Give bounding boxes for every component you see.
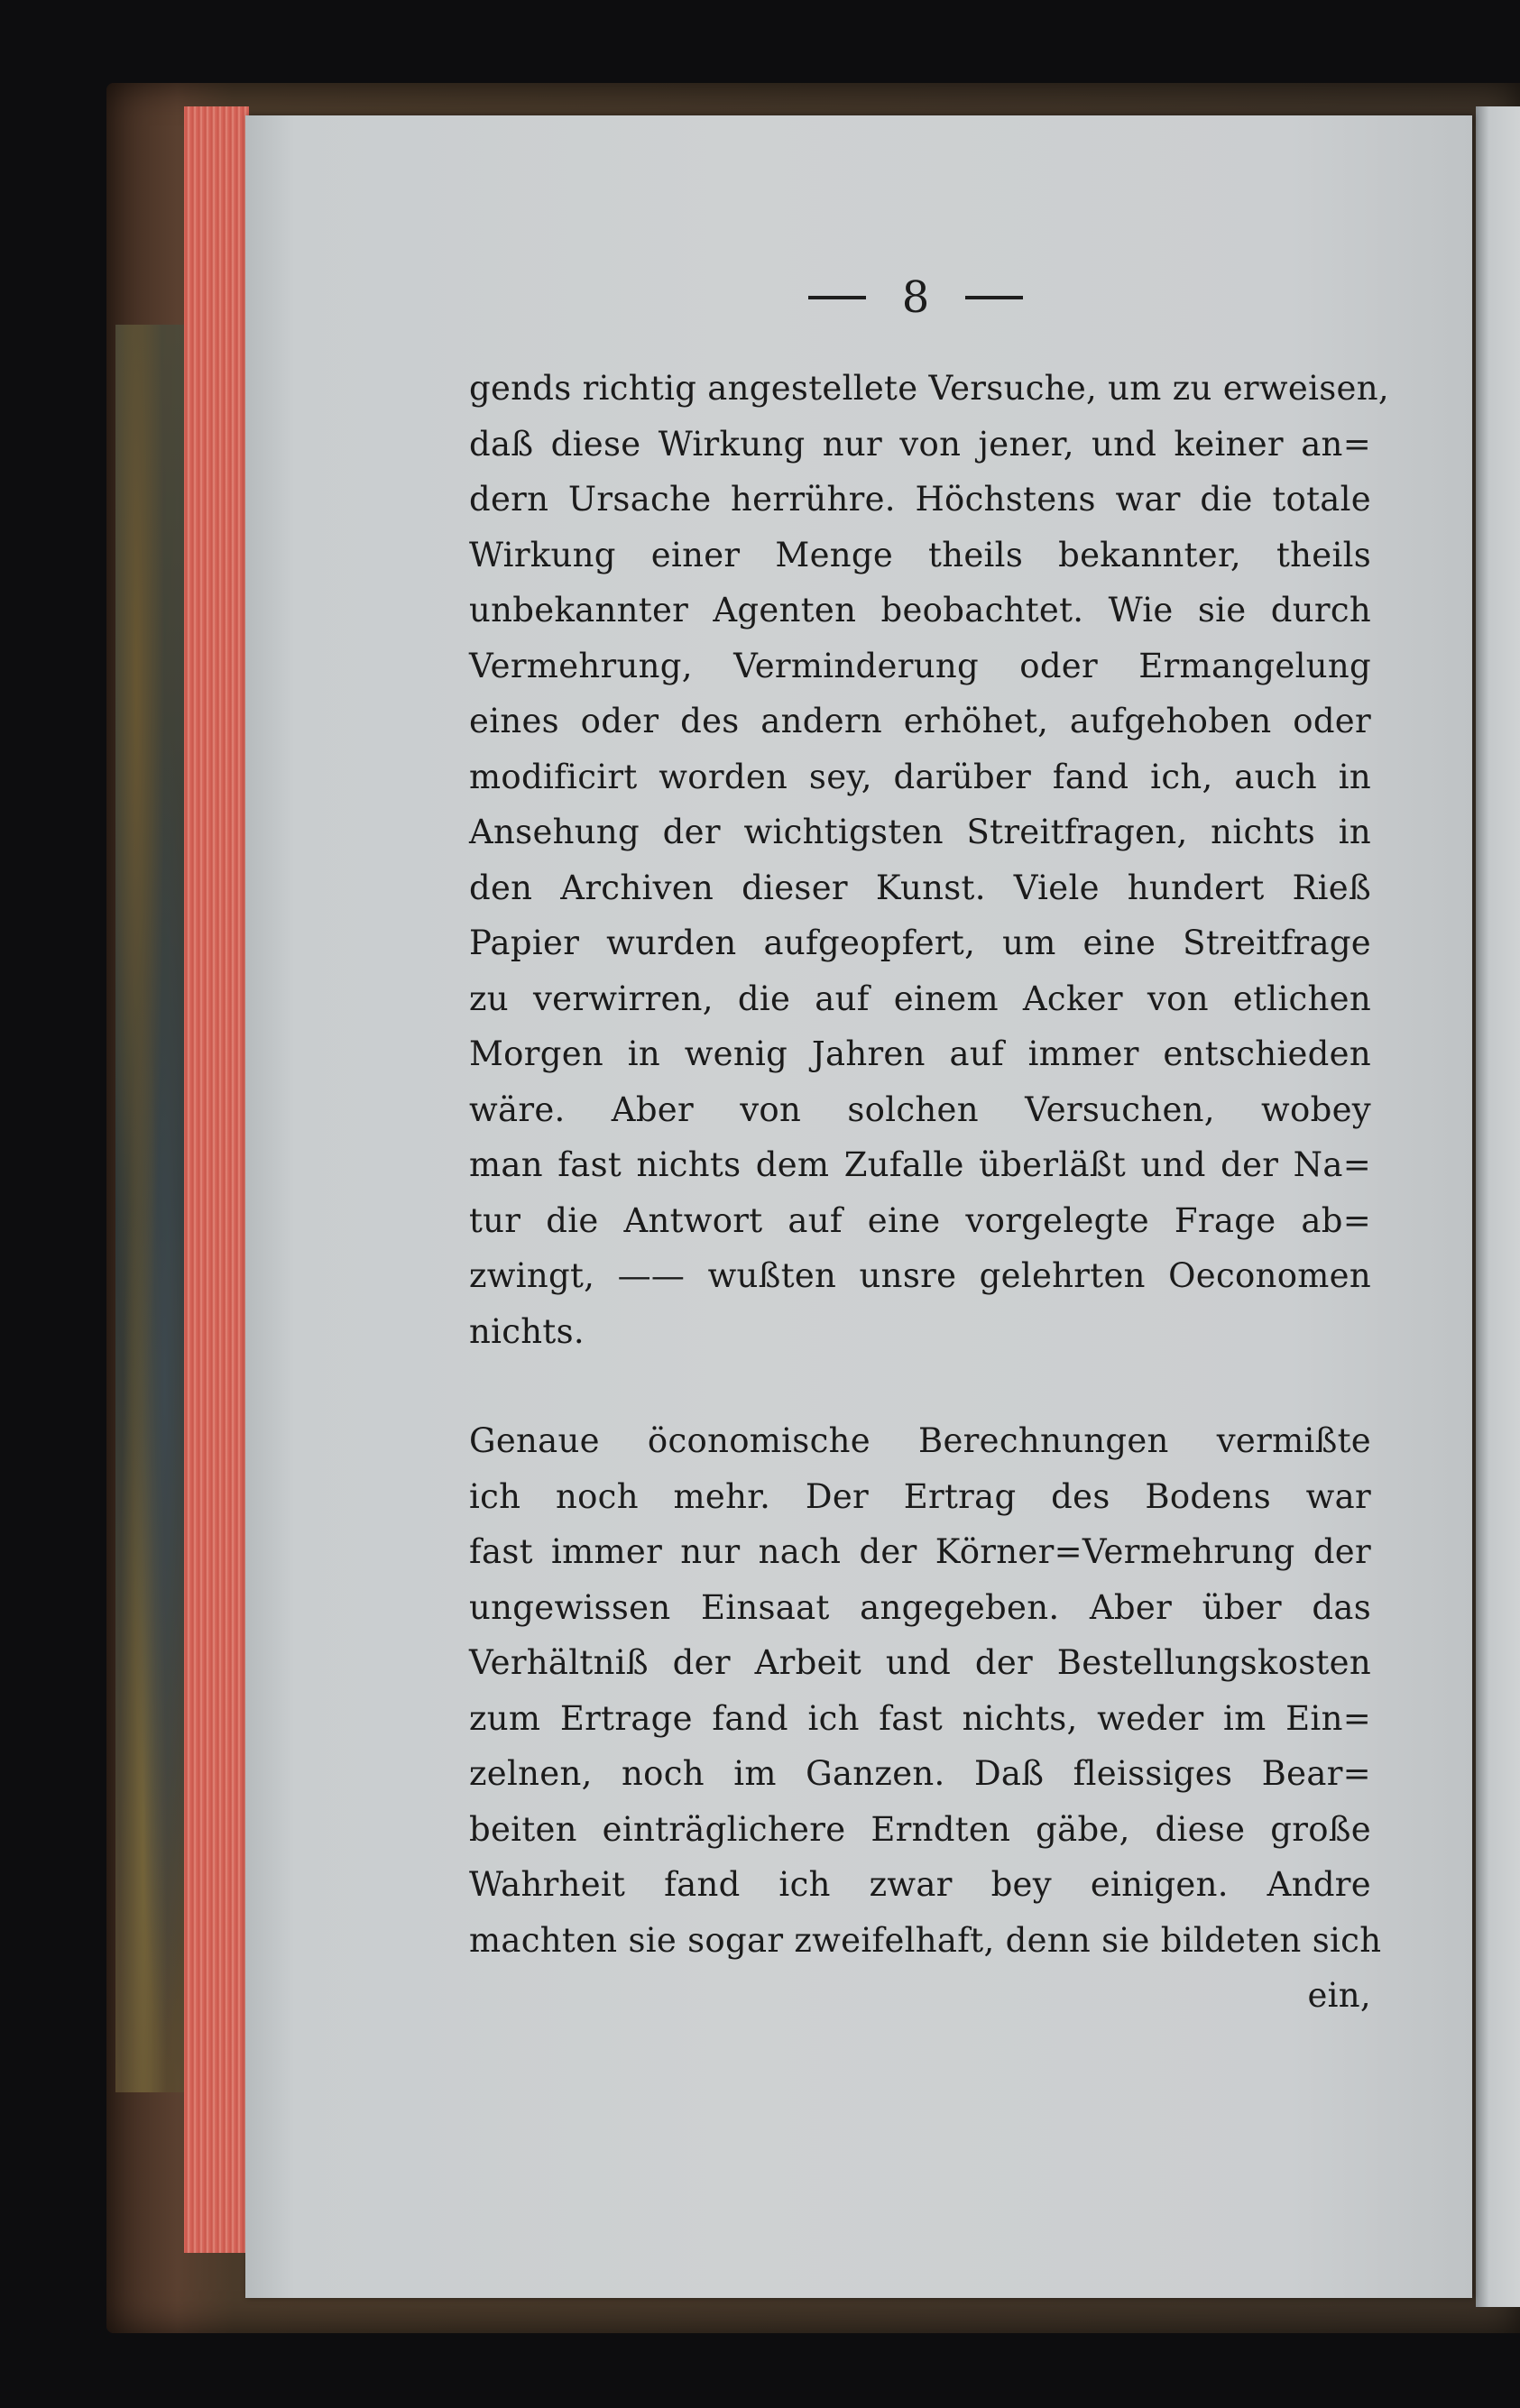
text-line: beiten einträglichere Erndten gäbe, diese große	[469, 1809, 1371, 1849]
running-head	[753, 271, 1078, 325]
text-line: zum Ertrage fand ich fast nichts, weder im Ein=	[469, 1698, 1371, 1738]
text-line: Ansehung der wichtigsten Streitfragen, nichts in	[469, 813, 1371, 851]
text-line: modificirt worden sey, darüber fand ich, auch in	[469, 757, 1371, 796]
text-line: nichts.	[469, 1311, 585, 1351]
text-line: ungewissen Einsaat angegeben. Aber über das	[469, 1587, 1371, 1627]
text-line: gends richtig angestellete Versuche, um zu erweisen,	[469, 369, 1389, 408]
text-line: Wirkung einer Menge theils bekannter, theils	[469, 535, 1371, 574]
text-line: fast immer nur nach der Körner=Vermehrung der	[469, 1532, 1371, 1571]
text-line: wäre. Aber von solchen Versuchen, wobey	[469, 1089, 1371, 1129]
text-line: machten sie sogar zweifelhaft, denn sie bildeten sich	[469, 1920, 1382, 1960]
text-line: Morgen in wenig Jahren auf immer entschieden	[469, 1034, 1371, 1073]
paragraph-2	[469, 1413, 1382, 1968]
text-line: den Archiven dieser Kunst. Viele hundert Rieß	[469, 868, 1371, 907]
text-line: zelnen, noch im Ganzen. Daß fleissiges Bear=	[469, 1754, 1371, 1793]
text-line: Wahrheit fand ich zwar bey einigen. Andre	[469, 1865, 1371, 1904]
paragraph-gap	[469, 1359, 1371, 1413]
text-line: daß diese Wirkung nur von jener, und keiner an=	[469, 424, 1371, 464]
paragraph-1	[469, 361, 1389, 1359]
body-text	[469, 361, 1389, 2024]
page-number: 8	[901, 272, 930, 323]
header-dash-left	[808, 296, 866, 299]
text-line: Vermehrung, Verminderung oder Ermangelung	[469, 646, 1371, 685]
red-page-edges	[184, 106, 249, 2253]
facing-page-edge	[1476, 106, 1520, 2307]
text-line: unbekannter Agenten beobachtet. Wie sie durch	[469, 591, 1371, 630]
text-line: Papier wurden aufgeopfert, um eine Streitfrage	[469, 924, 1371, 962]
text-line: zwingt, —— wußten unsre gelehrten Oeconomen	[469, 1256, 1371, 1295]
text-line: Genaue öconomische Berechnungen vermißte	[469, 1421, 1371, 1460]
text-line: eines oder des andern erhöhet, aufgehoben oder	[469, 702, 1371, 740]
text-line: tur die Antwort auf eine vorgelegte Frage ab=	[469, 1200, 1371, 1240]
text-line: dern Ursache herrühre. Höchstens war die totale	[469, 480, 1371, 519]
marbled-board	[115, 325, 186, 2092]
header-dash-right	[965, 296, 1023, 299]
text-line: Verhältniß der Arbeit und der Bestellungskosten	[469, 1643, 1371, 1682]
text-line: man fast nichts dem Zufalle überläßt und der Na=	[469, 1145, 1371, 1184]
text-line: zu verwirren, die auf einem Acker von etlichen	[469, 979, 1371, 1018]
text-line: ich noch mehr. Der Ertrag des Bodens war	[469, 1476, 1371, 1516]
catchword: ein,	[1307, 1976, 1371, 2015]
